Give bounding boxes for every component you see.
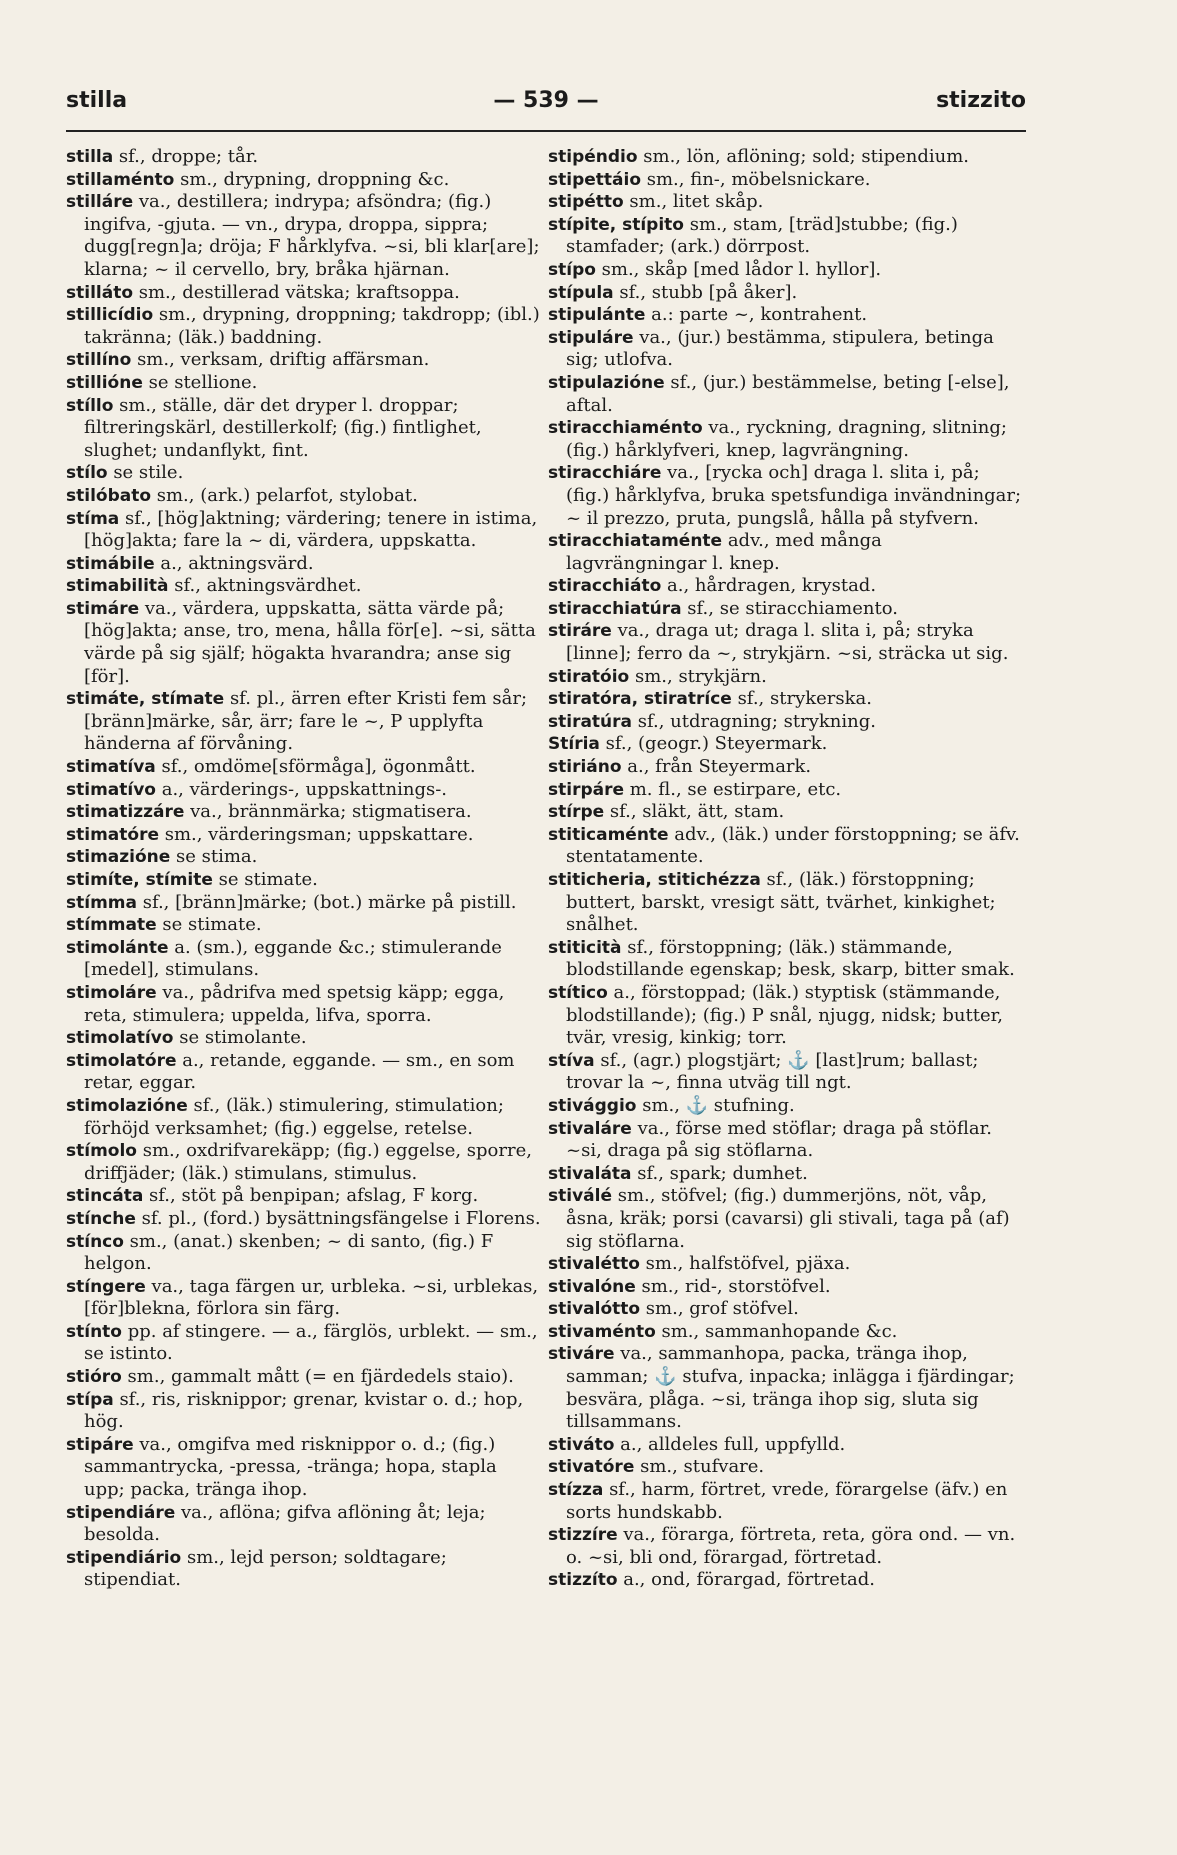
dictionary-entry <box>548 417 1024 462</box>
dictionary-entry <box>548 982 1024 1050</box>
entry-definition: sm., sammanhopande &c. <box>655 1320 898 1342</box>
dictionary-entry <box>548 620 1024 665</box>
dictionary-entry <box>548 282 1024 305</box>
entry-definition: pp. af stingere. — a., färglös, urblekt. — sm., se istinto. <box>84 1320 538 1365</box>
dictionary-entry <box>66 779 542 802</box>
entry-headword: stíva <box>548 1050 595 1071</box>
entry-headword: stimáre <box>66 598 140 619</box>
entry-headword: stítico <box>548 982 608 1003</box>
entry-headword: stimatizzáre <box>66 802 185 823</box>
dictionary-entry <box>548 530 1024 575</box>
dictionary-entry <box>66 462 542 485</box>
entry-definition: sf., ris, risknippor; grenar, kvistar o. d.; hop, hög. <box>84 1388 524 1433</box>
dictionary-entry <box>548 575 1024 598</box>
dictionary-entry <box>66 801 542 824</box>
entry-definition: va., värdera, uppskatta, sätta värde på; [hög]akta; anse, tro, mena, hålla för[e]. ~si, sätta värde på sig själf; högakta hvarandra; anse sig [för]. <box>84 597 536 687</box>
dictionary-entry <box>66 937 542 982</box>
dictionary-entry <box>548 1095 1024 1118</box>
entry-headword: stivaláta <box>548 1163 632 1184</box>
entry-definition: sm., verksam, driftig affärsman. <box>131 349 430 371</box>
dictionary-entry <box>548 1524 1024 1569</box>
entry-definition: sf., aktningsvärdhet. <box>168 575 362 597</box>
entry-headword: stipétto <box>548 192 624 213</box>
dictionary-entry <box>548 1118 1024 1163</box>
entry-definition: sf., strykerska. <box>731 688 872 710</box>
dictionary-entry <box>66 553 542 576</box>
entry-definition: va., (jur.) bestämma, stipulera, betinga sig; utlofva. <box>566 326 994 371</box>
dictionary-entry <box>548 1456 1024 1479</box>
entry-definition: adv., med många lagvrängningar l. knep. <box>566 530 882 574</box>
dictionary-entry <box>66 1366 542 1389</box>
entry-headword: stimolazióne <box>66 1095 188 1116</box>
entry-definition: va., draga ut; draga l. slita i, på; stryka [linne]; ferro da ~, strykjärn. ~si, sträcka ut sig. <box>566 620 1009 665</box>
dictionary-entry <box>66 191 542 281</box>
entry-headword: stízza <box>548 1480 604 1501</box>
entry-headword: stiticaménte <box>548 824 669 845</box>
entry-headword: stimíte, stímite <box>66 870 213 890</box>
entry-headword: stínto <box>66 1321 122 1342</box>
entry-headword: stipendiário <box>66 1547 182 1568</box>
page-number: — 539 — <box>493 88 599 113</box>
entry-headword: stimolatívo <box>66 1028 174 1049</box>
dictionary-entry <box>66 395 542 463</box>
entry-headword: stipuláre <box>548 327 634 348</box>
entry-definition: sf., utdragning; strykning. <box>632 710 876 732</box>
entry-headword: stiticheria, stitichézza <box>548 870 761 890</box>
entry-headword: stimáte, stímate <box>66 689 225 710</box>
entry-definition: a., aktningsvärd. <box>154 552 314 574</box>
dictionary-entry <box>66 892 542 915</box>
entry-definition: sm., oxdrifvarekäpp; (fig.) eggelse, sporre, driffjäder; (läk.) stimulans, stimulus. <box>84 1140 532 1184</box>
entry-headword: stillíno <box>66 350 132 371</box>
entry-definition: sm., skåp [med lådor l. hyllor]. <box>595 258 882 280</box>
entry-definition: adv., (läk.) under förstoppning; se äfv. stentatamente. <box>566 823 1020 868</box>
dictionary-entry <box>548 462 1024 530</box>
entry-definition: sf., förstoppning; (läk.) stämmande, blodstillande egenskap; besk, skarp, bitter smak. <box>566 936 1015 981</box>
dictionary-entry <box>548 711 1024 734</box>
entry-definition: sm., ⚓ stufning. <box>636 1094 795 1116</box>
dictionary-entry <box>548 327 1024 372</box>
entry-headword: stímma <box>66 892 137 913</box>
entry-definition: a.: parte ~, kontrahent. <box>645 304 868 326</box>
entry-definition: sf., spark; dumhet. <box>631 1162 808 1184</box>
dictionary-entry <box>548 869 1024 937</box>
entry-definition: va., förse med stöflar; draga på stöflar. ~si, draga på sig stöflarna. <box>566 1117 992 1162</box>
entry-headword: stizzíre <box>548 1525 618 1546</box>
entry-headword: stirpáre <box>548 779 625 800</box>
dictionary-entry <box>66 304 542 349</box>
entry-headword: stiváto <box>548 1434 615 1455</box>
entry-headword: stipettáio <box>548 169 642 190</box>
dictionary-entry <box>66 1276 542 1321</box>
entry-definition: va., ryckning, dragning, slitning; (fig.) hårklyfveri, knep, lagvrängning. <box>566 417 1007 461</box>
dictionary-entry <box>548 1434 1024 1457</box>
dictionary-entry <box>66 1502 542 1547</box>
entry-definition: se stima. <box>170 846 258 868</box>
entry-headword: stíllo <box>66 395 114 416</box>
entry-definition: sm., stufvare. <box>634 1456 765 1478</box>
entry-headword: stiticità <box>548 937 622 958</box>
entry-headword: stiriáno <box>548 757 622 778</box>
dictionary-entry <box>548 1343 1024 1433</box>
dictionary-entry <box>548 146 1024 169</box>
entry-definition: sm., stam, [träd]stubbe; (fig.) stamfader; (ark.) dörrpost. <box>566 213 958 258</box>
entry-headword: stimolánte <box>66 937 169 958</box>
entry-headword: stírpe <box>548 802 605 823</box>
entry-headword: stílo <box>66 463 108 484</box>
right-column <box>548 146 1024 1592</box>
entry-definition: sm., stöfvel; (fig.) dummerjöns, nöt, våp, åsna, kräk; porsi (cavarsi) gli stivali, taga på (af) sig stöflarna. <box>566 1185 1010 1252</box>
header-guide-word-right: stizzito <box>936 88 1026 113</box>
entry-definition: sm., drypning, droppning; takdropp; (ibl.) takränna; (läk.) baddning. <box>84 304 540 348</box>
entry-headword: stiváre <box>548 1344 615 1365</box>
dictionary-entry <box>66 846 542 869</box>
entry-definition: a., förstoppad; (läk.) styptisk (stämmande, blodstillande); (fig.) P snål, njugg, nidsk; butter, tvär, vresig, kinkig; torr. <box>566 981 1003 1049</box>
entry-definition: va., brännmärka; stigmatisera. <box>184 801 472 823</box>
dictionary-entry <box>548 937 1024 982</box>
dictionary-entry <box>66 349 542 372</box>
dictionary-entry <box>548 1163 1024 1186</box>
entry-definition: sf., (agr.) plogstjärt; ⚓ [last]rum; ballast; trovar la ~, finna utväg till ngt. <box>566 1049 979 1094</box>
dictionary-entry <box>66 282 542 305</box>
dictionary-entry <box>66 575 542 598</box>
entry-definition: a., från Steyermark. <box>621 756 812 778</box>
entry-headword: stípite, stípito <box>548 214 684 235</box>
entry-definition: sm., destillerad vätska; kraftsoppa. <box>133 281 460 303</box>
entry-definition: sf., (läk.) förstoppning; buttert, barskt, vresigt sätt, tvärhet, kinkighet; snålhet. <box>566 869 996 936</box>
entry-headword: stillicídio <box>66 305 154 326</box>
entry-definition: m. fl., se estirpare, etc. <box>624 778 842 800</box>
dictionary-entry <box>66 1208 542 1231</box>
entry-definition: sf., [hög]aktning; värdering; tenere in istima, [hög]akta; fare la ~ di, värdera, uppskatta. <box>84 507 538 552</box>
dictionary-entry <box>66 1434 542 1502</box>
entry-headword: stincáta <box>66 1186 144 1207</box>
entry-definition: sf., släkt, ätt, stam. <box>604 801 785 823</box>
dictionary-entry <box>66 372 542 395</box>
entry-definition: va., [rycka och] draga l. slita i, på; (fig.) hårklyfva, bruka spetsfundiga invändningar; ~ il prezzo, pruta, pungslå, hålla på styfvern. <box>566 462 1022 529</box>
entry-headword: stilláto <box>66 282 134 303</box>
entry-definition: sf. pl., ärren efter Kristi fem sår; [bränn]märke, sår, ärr; fare le ~, P upplyfta händerna af förvåning. <box>84 688 528 755</box>
entry-headword: stimatóre <box>66 824 159 845</box>
entry-headword: stillióne <box>66 372 143 393</box>
entry-headword: stiválé <box>548 1186 612 1207</box>
entry-definition: se stile. <box>107 462 184 484</box>
dictionary-entry <box>66 169 542 192</box>
entry-definition: sf., harm, förtret, vrede, förargelse (äfv.) en sorts hundskabb. <box>566 1479 1008 1523</box>
dictionary-entry <box>66 1321 542 1366</box>
entry-definition: sm., drypning, droppning &c. <box>174 168 450 190</box>
entry-definition: sm., rid-, storstöfvel. <box>635 1275 831 1297</box>
entry-definition: sm., lejd person; soldtagare; stipendiat. <box>84 1546 447 1591</box>
dictionary-entry <box>66 1095 542 1140</box>
dictionary-entry <box>548 779 1024 802</box>
entry-headword: stímolo <box>66 1141 137 1162</box>
entry-definition: sm., halfstöfvel, pjäxa. <box>639 1253 851 1275</box>
entry-definition: va., pådrifva med spetsig käpp; egga, reta, stimulera; uppelda, lifva, sporra. <box>84 981 505 1026</box>
entry-definition: va., aflöna; gifva aflöning åt; leja; besolda. <box>84 1501 486 1546</box>
entry-definition: sm., fin-, möbelsnickare. <box>641 168 871 190</box>
dictionary-entry <box>548 1569 1024 1592</box>
dictionary-entry <box>66 869 542 892</box>
entry-headword: stivalótto <box>548 1299 641 1320</box>
dictionary-entry <box>66 1027 542 1050</box>
entry-headword: stípo <box>548 259 596 280</box>
entry-headword: stióro <box>66 1367 122 1388</box>
entry-headword: stivalóne <box>548 1276 636 1297</box>
entry-headword: stipulazióne <box>548 372 665 393</box>
entry-definition: sm., (anat.) skenben; ~ di santo, (fig.) F helgon. <box>84 1230 494 1275</box>
entry-headword: stiracchiáre <box>548 463 662 484</box>
entry-definition: se stimolante. <box>173 1027 307 1049</box>
dictionary-entry <box>66 1185 542 1208</box>
entry-headword: stillaménto <box>66 169 175 190</box>
entry-headword: stipendiáre <box>66 1502 176 1523</box>
entry-headword: stínco <box>66 1231 124 1252</box>
dictionary-entry <box>548 372 1024 417</box>
entry-headword: stiracchiatúra <box>548 598 682 619</box>
entry-definition: a. (sm.), eggande &c.; stimulerande [medel], stimulans. <box>84 936 502 981</box>
entry-headword: stímmate <box>66 915 157 936</box>
entry-headword: stipulánte <box>548 305 646 326</box>
dictionary-entry <box>548 824 1024 869</box>
dictionary-entry <box>66 1547 542 1592</box>
dictionary-entry <box>66 824 542 847</box>
entry-headword: stínche <box>66 1208 136 1229</box>
entry-definition: sf., droppe; tår. <box>113 146 259 167</box>
dictionary-entry <box>548 214 1024 259</box>
entry-definition: sm., grof stöfvel. <box>640 1298 799 1320</box>
entry-headword: stivalétto <box>548 1254 640 1275</box>
left-column <box>66 146 542 1592</box>
entry-definition: a., värderings-, uppskattnings-. <box>155 778 448 800</box>
entry-headword: stilóbato <box>66 485 152 506</box>
entry-headword: stivaláre <box>548 1118 632 1139</box>
dictionary-entry <box>548 1185 1024 1253</box>
entry-definition: sf., stubb [på åker]. <box>613 281 798 303</box>
entry-headword: stimabilità <box>66 576 169 597</box>
entry-definition: sm., litet skåp. <box>623 191 764 213</box>
entry-definition: sm., (ark.) pelarfot, stylobat. <box>151 484 418 506</box>
dictionary-entry <box>548 688 1024 711</box>
entry-headword: stivággio <box>548 1095 637 1116</box>
dictionary-entry <box>548 304 1024 327</box>
entry-definition: sf., stöt på benpipan; afslag, F korg. <box>143 1185 479 1207</box>
dictionary-entry <box>548 1253 1024 1276</box>
dictionary-entry <box>548 666 1024 689</box>
entry-headword: stiratúra <box>548 711 633 732</box>
entry-definition: a., ond, förargad, förtretad. <box>617 1569 875 1591</box>
dictionary-entry <box>548 598 1024 621</box>
entry-definition: se stellione. <box>142 371 258 393</box>
entry-headword: stizzíto <box>548 1570 618 1591</box>
entry-definition: sf., (jur.) bestämmelse, beting [-else], aftal. <box>566 371 1010 416</box>
entry-headword: stimolatóre <box>66 1050 177 1071</box>
dictionary-entry <box>66 982 542 1027</box>
entry-headword: stípula <box>548 282 614 303</box>
entry-definition: sm., strykjärn. <box>629 665 767 687</box>
entry-definition: a., hårdragen, krystad. <box>661 575 877 597</box>
entry-headword: stipáre <box>66 1434 134 1455</box>
entry-definition: sm., värderingsman; uppskattare. <box>158 823 474 845</box>
dictionary-entry <box>548 1050 1024 1095</box>
dictionary-entry <box>548 191 1024 214</box>
entry-definition: se stimate. <box>212 869 318 890</box>
entry-definition: va., destillera; indrypa; afsöndra; (fig.) ingifva, -gjuta. — vn., drypa, droppa, sippra; dugg[regn]a; dröja; F hårklyfva. ~si, bli klar[are]; klarna; ~ il cervello, bry, bråka hjärnan. <box>84 191 540 280</box>
entry-headword: stípa <box>66 1389 114 1410</box>
entry-definition: sm., lön, aflöning; sold; stipendium. <box>637 146 970 167</box>
dictionary-entry <box>548 1479 1024 1524</box>
entry-definition: va., förarga, förtreta, reta, göra ond. — vn. o. ~si, bli ond, förargad, förtretad. <box>566 1524 1016 1568</box>
dictionary-entry <box>548 259 1024 282</box>
entry-headword: stimoláre <box>66 982 157 1003</box>
dictionary-entry <box>548 733 1024 756</box>
entry-headword: stimatíva <box>66 757 156 778</box>
entry-headword: stiracchiáto <box>548 576 662 597</box>
page-header <box>66 88 1026 128</box>
dictionary-entry <box>66 146 542 169</box>
dictionary-entry <box>66 1231 542 1276</box>
entry-headword: stiratóra, stiratríce <box>548 689 732 710</box>
entry-definition: se stimate. <box>156 914 262 936</box>
dictionary-entry <box>66 1140 542 1185</box>
entry-definition: a., retande, eggande. — sm., en som retar, eggar. <box>84 1049 515 1094</box>
entry-definition: va., omgifva med risknippor o. d.; (fig.) sammantrycka, -pressa, -tränga; hopa, stapla upp; packa, tränga ihop. <box>84 1433 497 1501</box>
entry-headword: stilláre <box>66 192 134 213</box>
entry-headword: stilla <box>66 147 114 167</box>
dictionary-entry <box>66 508 542 553</box>
entry-definition: va., sammanhopa, packa, tränga ihop, samman; ⚓ stufva, inpacka; inlägga i fjärdingar; besvära, plåga. ~si, tränga ihop sig, sluta sig tillsammans. <box>566 1343 1015 1433</box>
dictionary-entry <box>548 756 1024 779</box>
entry-headword: stimábile <box>66 553 155 574</box>
entry-definition: va., taga färgen ur, urbleka. ~si, urblekas, [för]blekna, förlora sin färg. <box>84 1275 539 1320</box>
entry-headword: stiracchiataménte <box>548 531 723 552</box>
entry-definition: a., alldeles full, uppfylld. <box>614 1433 846 1455</box>
entry-definition: sf., (läk.) stimulering, stimulation; förhöjd verksamhet; (fig.) eggelse, retelse. <box>84 1094 504 1139</box>
dictionary-entry <box>548 801 1024 824</box>
entry-headword: stíngere <box>66 1276 146 1297</box>
entry-definition: sm., ställe, där det dryper l. droppar; filtreringskärl, destillerkolf; (fig.) fintlighet, slughet; undanflykt, fint. <box>84 394 482 461</box>
dictionary-entry <box>66 688 542 756</box>
entry-definition: sf., [bränn]märke; (bot.) märke på pistill. <box>136 891 517 913</box>
entry-headword: stiracchiaménto <box>548 418 703 439</box>
entry-headword: stivaménto <box>548 1321 656 1342</box>
entry-headword: stimatívo <box>66 779 156 800</box>
entry-definition: sf., se stiracchiamento. <box>681 597 898 619</box>
entry-headword: stivatóre <box>548 1457 635 1478</box>
dictionary-entry <box>66 485 542 508</box>
dictionary-entry <box>66 598 542 688</box>
dictionary-entry <box>548 169 1024 192</box>
dictionary-entry <box>548 1276 1024 1299</box>
dictionary-entry <box>66 756 542 779</box>
header-rule <box>66 130 1026 132</box>
entry-headword: stiratóio <box>548 666 630 687</box>
dictionary-entry <box>66 1389 542 1434</box>
entry-definition: sf. pl., (ford.) bysättningsfängelse i Florens. <box>135 1207 541 1229</box>
entry-definition: sm., gammalt mått (= en fjärdedels staio). <box>121 1366 514 1388</box>
entry-headword: stimazióne <box>66 847 171 868</box>
entry-definition: sf., (geogr.) Steyermark. <box>599 733 828 755</box>
entry-headword: stíma <box>66 508 120 529</box>
dictionary-entry <box>66 1050 542 1095</box>
entry-headword: stipéndio <box>548 147 638 167</box>
header-guide-word-left: stilla <box>66 88 128 113</box>
dictionary-entry <box>66 914 542 937</box>
dictionary-entry <box>548 1298 1024 1321</box>
entry-definition: sf., omdöme[sförmåga], ögonmått. <box>155 756 476 778</box>
entry-headword: stiráre <box>548 621 612 642</box>
dictionary-entry <box>548 1321 1024 1344</box>
entry-headword: Stíria <box>548 734 600 755</box>
